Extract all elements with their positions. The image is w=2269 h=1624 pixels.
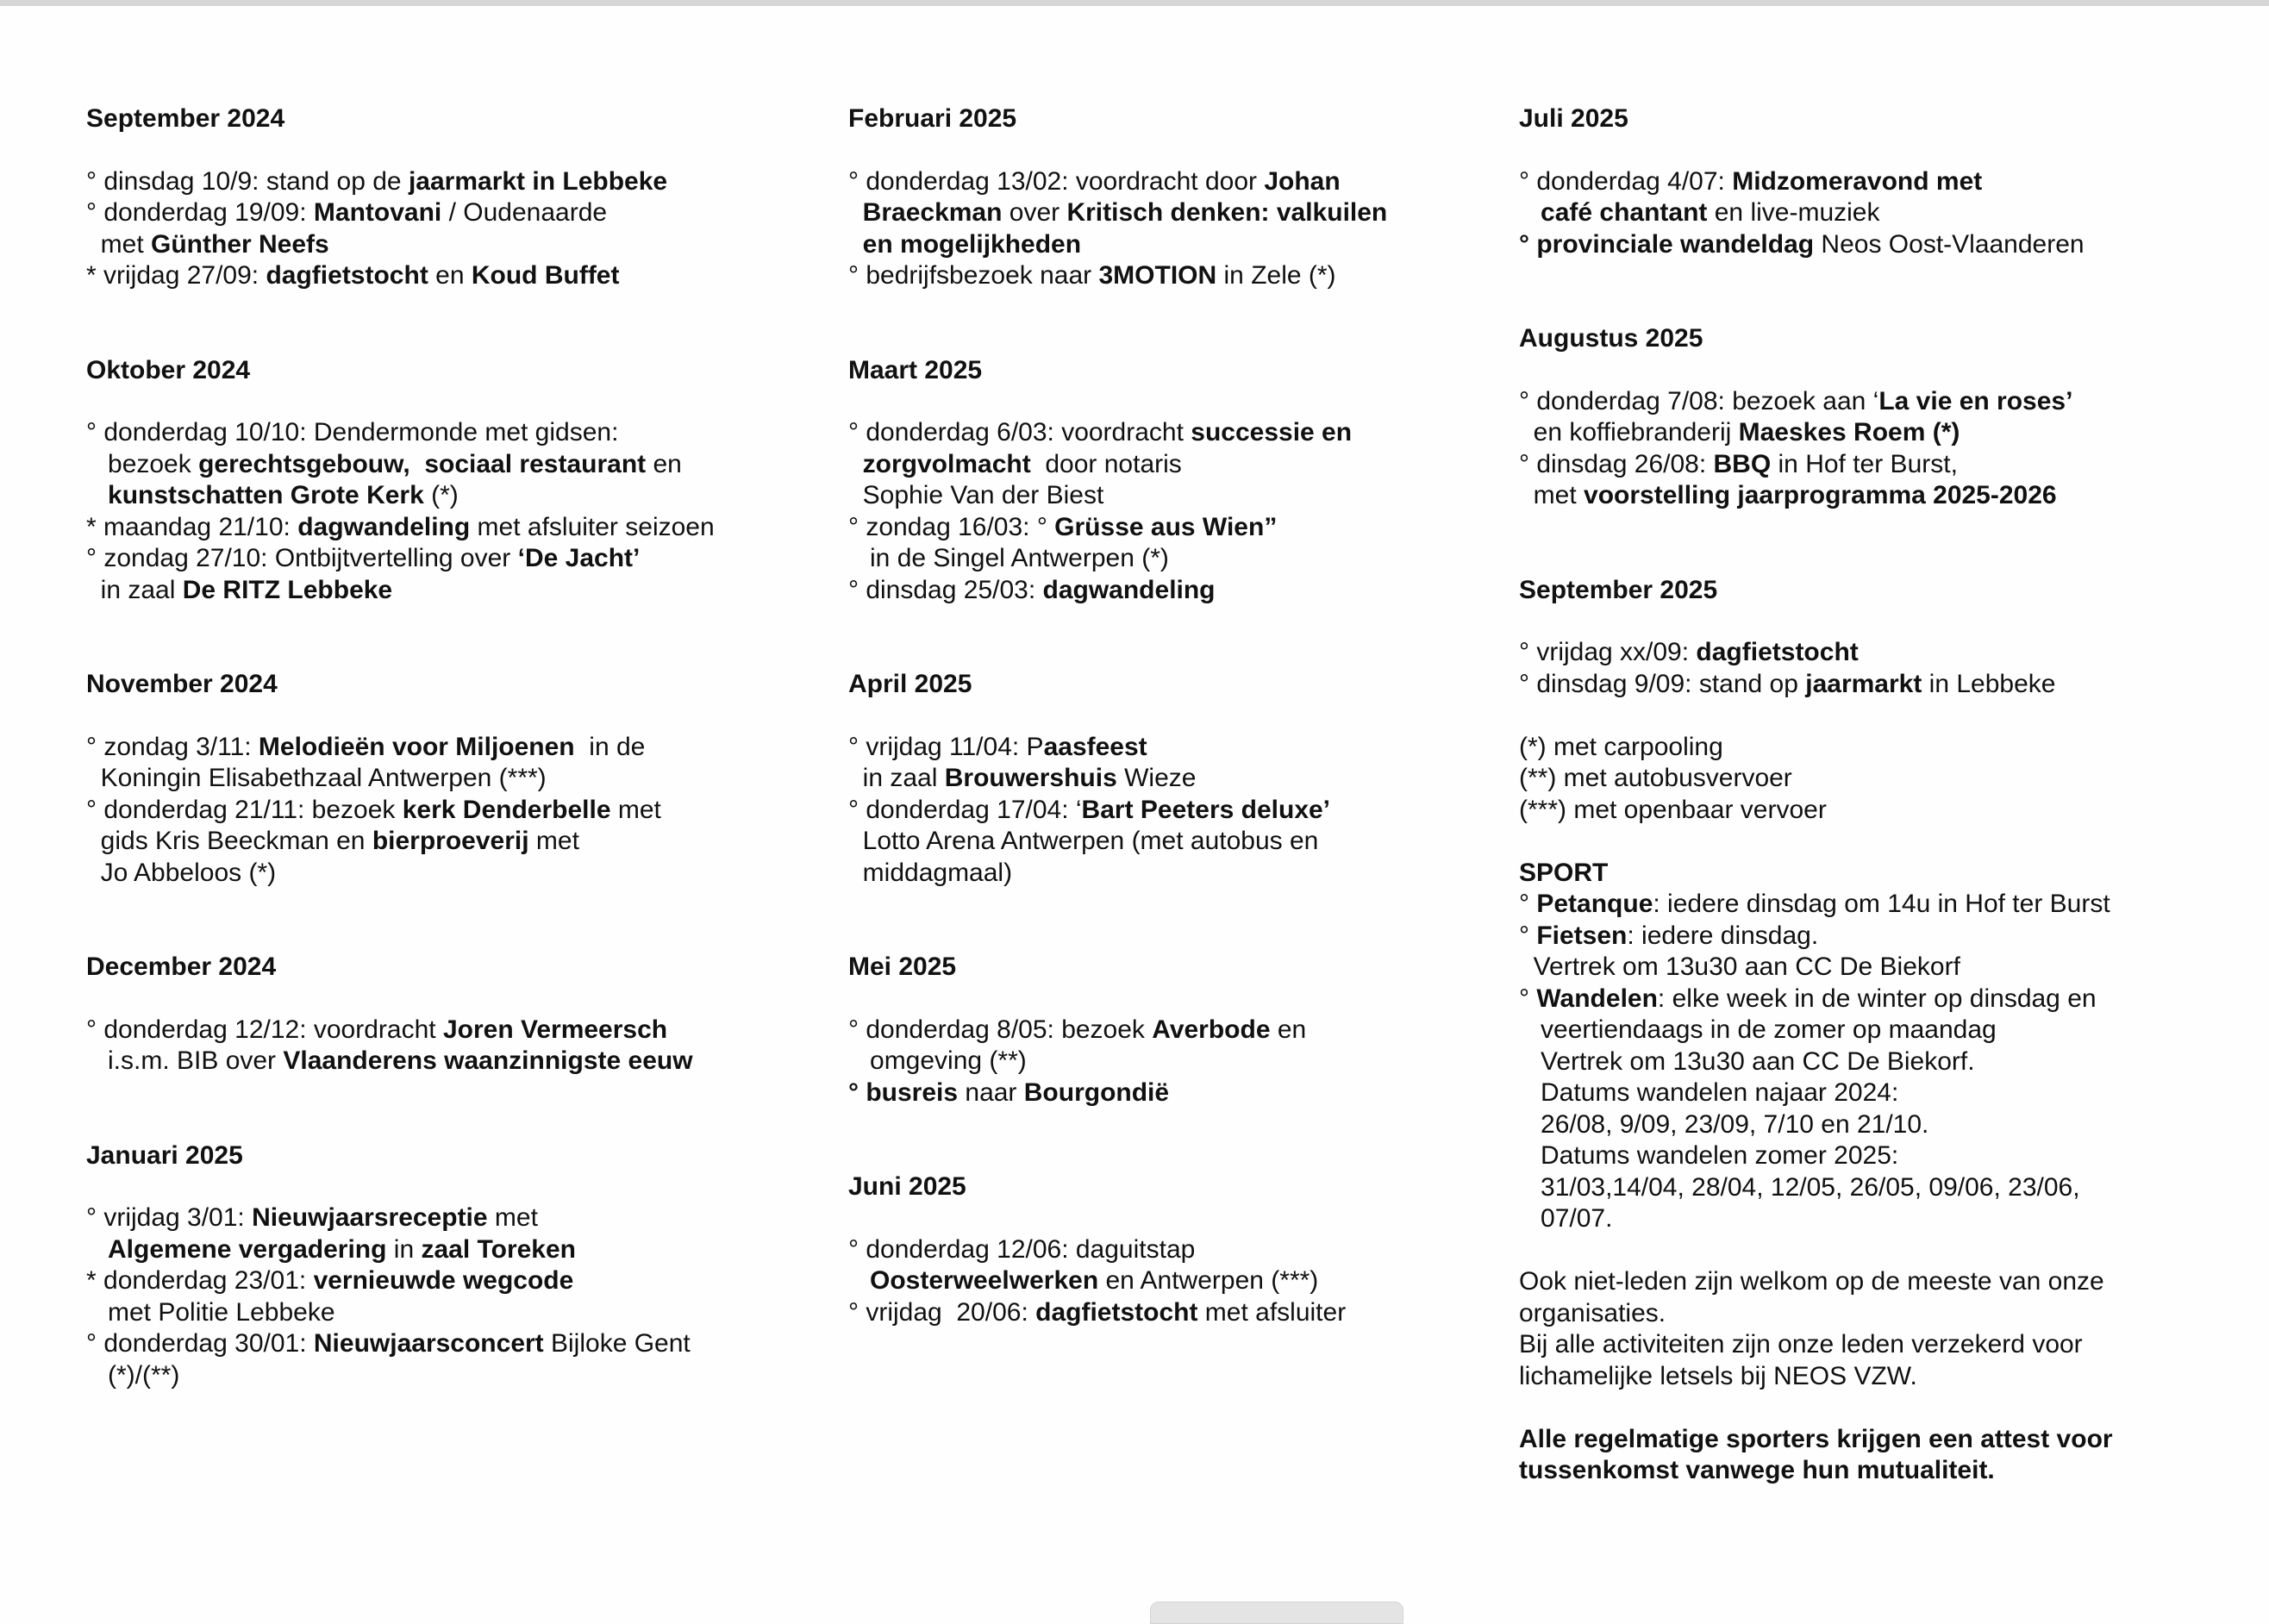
event-text: lichamelijke letsels bij NEOS VZW.: [1519, 1361, 1917, 1390]
event-text: ° donderdag 12/06: daguitstap: [848, 1234, 1196, 1264]
month-heading: September 2025: [1519, 575, 1718, 604]
event-text: ° donderdag 7/08: bezoek aan ‘: [1519, 386, 1879, 415]
event-text: ° donderdag 12/12: voordracht: [86, 1015, 443, 1044]
event-highlight: La vie en roses’: [1878, 386, 2073, 415]
event-highlight: aasfeest: [1043, 732, 1147, 761]
event-line: [1519, 229, 2252, 261]
page-scroll-indicator[interactable]: [1150, 1602, 1403, 1624]
event-list: [86, 1015, 828, 1077]
event-text: °: [1519, 984, 1537, 1013]
event-line: [1519, 386, 2252, 418]
event-line: [86, 858, 828, 890]
event-text: ° dinsdag 9/09: stand op: [1519, 669, 1806, 698]
event-line: [86, 795, 828, 827]
event-text: ° bedrijfsbezoek naar: [848, 261, 1099, 290]
month-heading: Oktober 2024: [86, 355, 251, 384]
event-text: ° donderdag 19/09:: [86, 198, 314, 227]
month-heading: Juli 2025: [1519, 104, 1628, 133]
event-highlight: Nieuwjaarsreceptie: [252, 1203, 488, 1232]
event-line: [86, 1015, 828, 1046]
month-heading: September 2024: [86, 104, 285, 133]
month-section: [86, 355, 828, 607]
event-line: [848, 543, 1503, 575]
event-text: 31/03,14/04, 28/04, 12/05, 26/05, 09/06, 23/06,: [1519, 1172, 2080, 1202]
month-heading: Maart 2025: [848, 355, 983, 384]
event-text: Datums wandelen najaar 2024:: [1519, 1078, 1899, 1107]
event-highlight: De RITZ Lebbeke: [182, 575, 393, 604]
event-highlight: BBQ: [1713, 449, 1772, 478]
month-heading: November 2024: [86, 670, 278, 698]
event-line: [848, 1015, 1503, 1046]
event-highlight: Averbode: [1152, 1015, 1271, 1044]
event-line: [1519, 858, 2252, 890]
event-line: [86, 1328, 828, 1360]
event-highlight: Koud Buffet: [471, 261, 620, 290]
event-line: [1519, 1015, 2252, 1046]
event-text: [86, 481, 108, 509]
event-highlight: Bourgondië: [1023, 1077, 1170, 1107]
event-text: ° donderdag 10/10: Dendermonde met gidsen:: [86, 418, 619, 447]
event-line: [1519, 921, 2252, 953]
event-list: [848, 1234, 1503, 1329]
event-highlight: Wandelen: [1536, 984, 1658, 1013]
event-line: [848, 260, 1503, 292]
event-highlight: voorstelling jaarprogramma 2025-2026: [1584, 481, 2057, 509]
event-line: [848, 449, 1503, 481]
event-text: organisaties.: [1519, 1298, 1666, 1327]
event-highlight: Maeskes Roem (*): [1738, 418, 1960, 447]
event-line: [86, 260, 828, 292]
event-line: [1519, 952, 2252, 984]
month-heading: Juni 2025: [848, 1172, 966, 1201]
event-text: / Oudenaarde: [441, 198, 608, 227]
month-section: [848, 355, 1503, 607]
event-text: ° zondag 27/10: Ontbijtvertelling over: [86, 544, 518, 572]
event-line: [1519, 1140, 2252, 1172]
event-text: in zaal: [848, 764, 945, 792]
month-section: [848, 669, 1503, 889]
event-line: [848, 826, 1503, 858]
event-text: : iedere dinsdag.: [1627, 921, 1819, 950]
event-text: (**) met autobusvervoer: [1519, 764, 1792, 792]
column-2: [848, 103, 1503, 1328]
event-text: ° dinsdag 25/03:: [848, 575, 1043, 604]
event-text: i.s.m. BIB over: [86, 1046, 284, 1075]
event-line: [86, 197, 828, 229]
event-highlight: en mogelijkheden: [862, 229, 1082, 259]
event-text: [848, 230, 863, 259]
event-line: [1519, 1172, 2252, 1204]
event-line: [1519, 763, 2252, 795]
event-text: ° vrijdag 20/06:: [848, 1297, 1036, 1327]
event-highlight: gerechtsgebouw, sociaal restaurant: [198, 449, 647, 478]
event-highlight: ‘De Jacht’: [517, 544, 641, 572]
event-text: Bijloke Gent: [543, 1329, 691, 1358]
event-line: [86, 1046, 828, 1077]
event-line: [848, 480, 1503, 512]
event-highlight: Oosterweelwerken: [870, 1266, 1099, 1295]
event-text: (*)/(**): [86, 1360, 180, 1390]
event-text: ° vrijdag xx/09:: [1519, 638, 1697, 666]
month-section: [86, 103, 828, 292]
event-text: : iedere dinsdag om 14u in Hof ter Burst: [1653, 890, 2110, 918]
event-highlight: Fietsen: [1536, 921, 1628, 950]
event-text: middagmaal): [848, 858, 1013, 887]
event-line: [86, 166, 828, 198]
event-highlight: café chantant: [1541, 198, 1708, 227]
event-highlight: Melodieën voor Miljoenen: [258, 732, 575, 761]
event-line: [848, 1265, 1503, 1297]
event-line: [86, 543, 828, 575]
event-highlight: Petanque: [1536, 890, 1653, 918]
event-list: [1519, 166, 2252, 261]
event-list: [848, 166, 1503, 292]
event-highlight: Mantovani: [313, 198, 442, 227]
event-list: [1519, 386, 2252, 512]
month-heading: December 2024: [86, 953, 277, 981]
window-top-border: [0, 0, 2269, 6]
event-text: Lotto Arena Antwerpen (met autobus en: [848, 827, 1319, 855]
event-list: [848, 1015, 1503, 1109]
event-list: [86, 732, 828, 890]
event-line: [86, 512, 828, 544]
column-3: [1519, 103, 2252, 1487]
event-line: [1519, 700, 2252, 732]
event-highlight: dagwandeling: [1042, 575, 1216, 604]
event-line: [86, 826, 828, 858]
event-line: [848, 197, 1503, 229]
event-line: [86, 449, 828, 481]
event-line: [1519, 417, 2252, 449]
event-text: [848, 450, 863, 478]
event-list: [1519, 637, 2252, 1487]
event-line: [848, 512, 1503, 544]
event-line: [1519, 669, 2252, 701]
event-text: Vertrek om 13u30 aan CC De Biekorf.: [1519, 1046, 1975, 1076]
event-text: in Lebbeke: [1922, 669, 2056, 698]
event-text: bezoek: [86, 449, 199, 478]
event-highlight: Kritisch denken: valkuilen: [1066, 198, 1388, 227]
event-highlight: zorgvolmacht: [862, 449, 1031, 478]
event-text: met afsluiter seizoen: [470, 512, 715, 541]
event-text: °: [1519, 921, 1537, 950]
event-line: [1519, 889, 2252, 921]
event-line: [1519, 1046, 2252, 1078]
event-text: Neos Oost-Vlaanderen: [1814, 229, 2085, 259]
event-highlight: dagfietstocht: [1696, 638, 1859, 666]
event-text: en Antwerpen (***): [1098, 1266, 1319, 1295]
event-text: ° dinsdag 26/08:: [1519, 449, 1714, 478]
event-line: [86, 1202, 828, 1234]
event-list: [86, 417, 828, 606]
event-text: [848, 1266, 870, 1295]
month-heading: Augustus 2025: [1519, 324, 1703, 353]
event-text: Ook niet-leden zijn welkom op de meeste van onze: [1519, 1267, 2104, 1296]
event-highlight: Vlaanderens waanzinnigste eeuw: [283, 1046, 693, 1075]
event-line: [86, 763, 828, 795]
event-highlight: Brouwershuis: [944, 764, 1117, 792]
event-text: °: [1519, 890, 1537, 918]
month-heading: Mei 2025: [848, 953, 957, 981]
month-heading: Januari 2025: [86, 1140, 243, 1170]
event-highlight: Alle regelmatige sporters krijgen een attest voor: [1519, 1424, 2113, 1453]
event-text: in de: [574, 732, 646, 761]
event-text: met Politie Lebbeke: [86, 1297, 335, 1327]
event-text: ° donderdag 6/03: voordracht: [848, 418, 1191, 447]
event-highlight: jaarmarkt: [1805, 669, 1922, 698]
event-line: [1519, 480, 2252, 512]
event-highlight: jaarmarkt in Lebbeke: [408, 166, 668, 196]
event-highlight: Nieuwjaarsconcert: [313, 1329, 544, 1358]
event-text: * vrijdag 27/09:: [86, 261, 266, 290]
event-line: [1519, 166, 2252, 198]
event-text: met: [610, 795, 661, 824]
event-highlight: successie en: [1191, 418, 1353, 447]
event-line: [848, 166, 1503, 198]
event-list: [86, 166, 828, 292]
event-line: [848, 229, 1503, 261]
event-highlight: ° busreis: [848, 1077, 959, 1107]
event-text: in zaal: [86, 575, 183, 604]
event-text: Bij alle activiteiten zijn onze leden verzekerd voor: [1519, 1330, 2083, 1359]
event-text: [1519, 198, 1541, 227]
event-text: ° donderdag 4/07:: [1519, 166, 1733, 196]
month-section: [1519, 323, 2252, 512]
event-text: over: [1002, 198, 1067, 227]
month-section: [848, 952, 1503, 1109]
event-text: in de Singel Antwerpen (*): [848, 544, 1169, 572]
event-text: met: [487, 1203, 538, 1232]
column-1: [86, 103, 828, 1391]
event-highlight: Joren Vermeersch: [442, 1015, 668, 1044]
event-highlight: dagfietstocht: [266, 261, 428, 290]
event-text: Datums wandelen zomer 2025:: [1519, 1141, 1899, 1170]
event-line: [848, 1046, 1503, 1077]
event-line: [848, 1297, 1503, 1329]
event-highlight: dagwandeling: [297, 512, 471, 541]
event-highlight: kunstschatten Grote Kerk: [108, 481, 424, 509]
event-text: ° dinsdag 10/9: stand op de: [86, 166, 409, 196]
event-line: [848, 1234, 1503, 1266]
event-highlight: 3MOTION: [1098, 261, 1217, 290]
event-line: [1519, 1077, 2252, 1109]
event-line: [86, 575, 828, 607]
month-heading: April 2025: [848, 670, 972, 698]
event-line: [86, 1234, 828, 1266]
event-text: met: [528, 827, 579, 855]
event-line: [1519, 449, 2252, 481]
event-highlight: zaal Toreken: [421, 1234, 577, 1264]
event-text: Sophie Van der Biest: [848, 481, 1104, 509]
event-text: Vertrek om 13u30 aan CC De Biekorf: [1519, 953, 1960, 981]
event-line: [1519, 1266, 2252, 1298]
event-text: en: [1270, 1015, 1307, 1044]
event-text: 26/08, 9/09, 23/09, 7/10 en 21/10.: [1519, 1109, 1929, 1139]
event-list: [848, 417, 1503, 606]
event-text: naar: [958, 1077, 1024, 1107]
event-highlight: dagfietstocht: [1035, 1297, 1198, 1327]
event-line: [1519, 1109, 2252, 1141]
event-text: ° donderdag 21/11: bezoek: [86, 795, 403, 824]
month-section: [1519, 575, 2252, 1487]
event-line: [848, 1077, 1503, 1109]
event-text: [848, 198, 863, 227]
event-text: ° donderdag 30/01:: [86, 1329, 314, 1358]
event-line: [86, 1297, 828, 1329]
month-section: [86, 952, 828, 1077]
event-text: met afsluiter: [1197, 1297, 1347, 1327]
month-section: [1519, 103, 2252, 260]
event-text: * donderdag 23/01:: [86, 1266, 314, 1295]
event-text: veertiendaags in de zomer op maandag: [1519, 1015, 1997, 1044]
event-highlight: kerk Denderbelle: [402, 795, 611, 824]
month-section: [848, 103, 1503, 292]
event-text: en koffiebranderij: [1519, 418, 1739, 447]
event-highlight: Grüsse aus Wien”: [1054, 512, 1278, 541]
event-text: ° donderdag 13/02: voordracht door: [848, 166, 1265, 196]
event-line: [1519, 1235, 2252, 1267]
event-text: met: [86, 229, 152, 259]
event-line: [1519, 1203, 2252, 1235]
event-line: [1519, 1298, 2252, 1330]
event-highlight: Günther Neefs: [151, 229, 329, 259]
event-line: [848, 858, 1503, 890]
event-text: 07/07.: [1519, 1204, 1613, 1233]
event-highlight: Midzomeravond met: [1732, 166, 1983, 196]
event-line: [86, 732, 828, 764]
event-text: omgeving (**): [848, 1046, 1027, 1075]
event-line: [848, 795, 1503, 827]
event-line: [848, 417, 1503, 449]
event-text: ° vrijdag 11/04: P: [848, 732, 1044, 761]
event-highlight: Algemene vergadering: [108, 1234, 387, 1264]
event-line: [848, 575, 1503, 607]
event-highlight: bierproeverij: [372, 827, 529, 855]
event-text: (*) met carpooling: [1519, 732, 1723, 761]
event-line: [1519, 984, 2252, 1015]
month-section: [86, 669, 828, 889]
event-text: * maandag 21/10:: [86, 512, 298, 541]
event-text: [86, 1235, 108, 1264]
event-line: [1519, 1392, 2252, 1424]
event-text: Jo Abbeloos (*): [86, 858, 277, 887]
month-section: [848, 1171, 1503, 1328]
event-line: [1519, 1361, 2252, 1393]
event-text: ° vrijdag 3/01:: [86, 1203, 253, 1232]
event-line: [848, 732, 1503, 764]
event-line: [1519, 1424, 2252, 1456]
event-line: [848, 763, 1503, 795]
event-text: (***) met openbaar vervoer: [1519, 795, 1827, 824]
event-text: ° donderdag 8/05: bezoek: [848, 1015, 1153, 1044]
event-text: ° zondag 3/11:: [86, 732, 259, 761]
event-highlight: vernieuwde wegcode: [313, 1266, 574, 1295]
event-text: en: [428, 261, 472, 290]
event-line: [1519, 826, 2252, 858]
event-line: [86, 1265, 828, 1297]
month-heading: Februari 2025: [848, 104, 1017, 133]
event-line: [1519, 637, 2252, 669]
event-text: in Zele (*): [1216, 261, 1336, 290]
event-text: Koningin Elisabethzaal Antwerpen (***): [86, 764, 547, 792]
event-line: [1519, 197, 2252, 229]
event-line: [1519, 795, 2252, 827]
event-line: [1519, 732, 2252, 764]
event-list: [848, 732, 1503, 890]
event-line: [86, 1360, 828, 1392]
event-text: (*): [423, 481, 459, 509]
event-highlight: ° provinciale wandeldag: [1519, 229, 1815, 259]
event-line: [86, 417, 828, 449]
event-highlight: SPORT: [1519, 858, 1609, 887]
event-text: en: [646, 449, 682, 478]
event-text: in Hof ter Burst,: [1771, 449, 1958, 478]
event-text: en live-muziek: [1707, 198, 1880, 227]
event-highlight: Johan: [1264, 166, 1341, 196]
event-text: met: [1519, 481, 1585, 509]
event-line: [86, 480, 828, 512]
event-text: in: [386, 1234, 422, 1264]
event-highlight: Braeckman: [862, 198, 1003, 227]
event-list: [86, 1202, 828, 1391]
event-line: [1519, 1455, 2252, 1487]
event-highlight: tussenkomst vanwege hun mutualiteit.: [1519, 1456, 1995, 1484]
event-text: Wieze: [1116, 764, 1197, 792]
month-section: [86, 1140, 828, 1392]
event-line: [1519, 1329, 2252, 1361]
event-text: gids Kris Beeckman en: [86, 827, 372, 855]
event-text: door notaris: [1030, 449, 1182, 478]
event-line: [86, 229, 828, 261]
event-highlight: Bart Peeters deluxe’: [1081, 795, 1331, 824]
event-text: ° zondag 16/03: °: [848, 512, 1055, 541]
event-text: : elke week in de winter op dinsdag en: [1657, 984, 2097, 1013]
event-text: ° donderdag 17/04: ‘: [848, 795, 1082, 824]
